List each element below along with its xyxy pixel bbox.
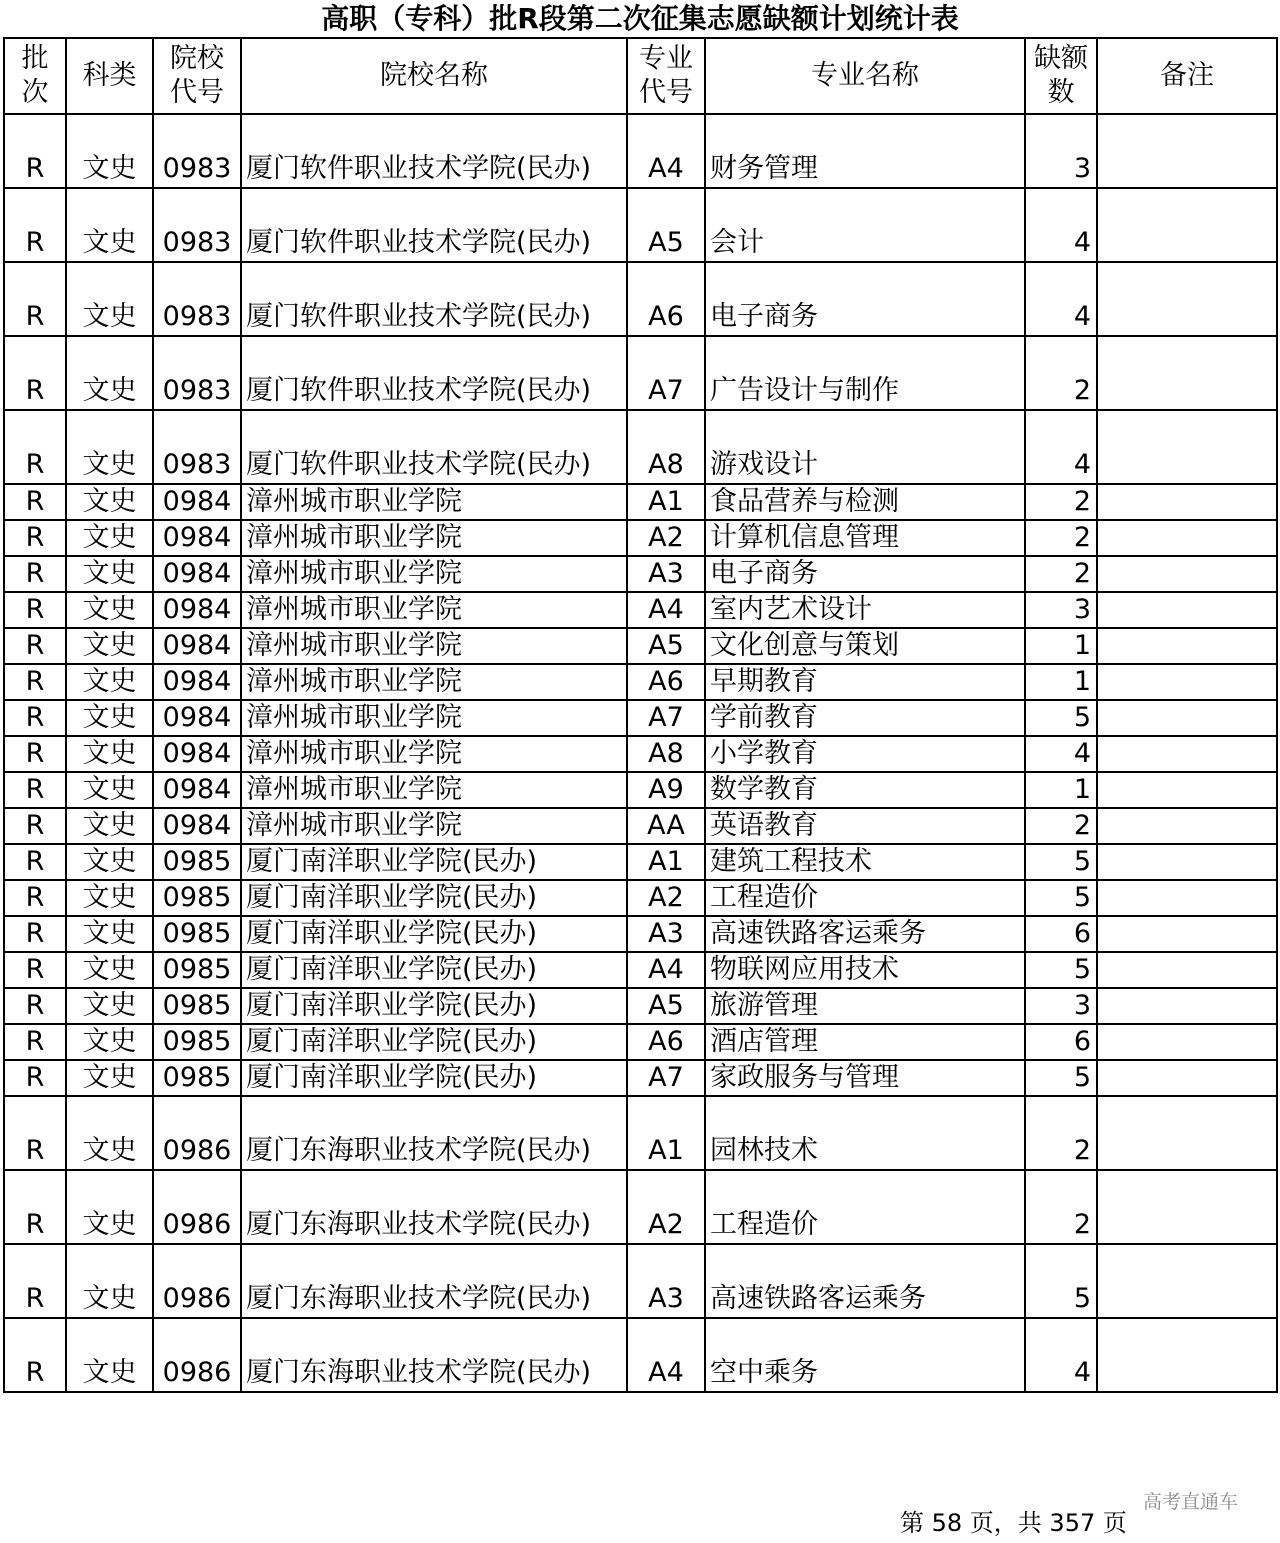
header-batch: 批次: [4, 38, 66, 114]
cell-school-name: 漳州城市职业学院: [241, 664, 627, 700]
table-row: [4, 1024, 1277, 1060]
cell-category: 文史: [66, 262, 153, 336]
cell-major-code: A4: [627, 952, 705, 988]
cell-vacancies: 5: [1025, 1244, 1097, 1318]
cell-school-code: 0985: [153, 988, 241, 1024]
cell-major-name: 电子商务: [705, 262, 1025, 336]
table-row: [4, 484, 1277, 520]
cell-school-name: 厦门软件职业技术学院(民办): [241, 336, 627, 410]
cell-vacancies: 2: [1025, 520, 1097, 556]
cell-batch: R: [4, 880, 66, 916]
cell-batch: R: [4, 188, 66, 262]
cell-batch: R: [4, 1060, 66, 1096]
cell-batch: R: [4, 916, 66, 952]
cell-category: 文史: [66, 988, 153, 1024]
table-header-row: [4, 38, 1277, 114]
cell-major-name: 食品营养与检测: [705, 484, 1025, 520]
table-row: [4, 1096, 1277, 1170]
cell-school-code: 0984: [153, 664, 241, 700]
cell-school-name: 漳州城市职业学院: [241, 736, 627, 772]
cell-vacancies: 5: [1025, 844, 1097, 880]
cell-remarks: [1097, 808, 1277, 844]
cell-remarks: [1097, 336, 1277, 410]
cell-category: 文史: [66, 952, 153, 988]
cell-category: 文史: [66, 808, 153, 844]
cell-batch: R: [4, 1318, 66, 1392]
table-row: [4, 988, 1277, 1024]
cell-school-code: 0984: [153, 484, 241, 520]
cell-school-code: 0984: [153, 556, 241, 592]
cell-batch: R: [4, 262, 66, 336]
cell-major-name: 财务管理: [705, 114, 1025, 188]
table-row: [4, 1170, 1277, 1244]
cell-major-name: 室内艺术设计: [705, 592, 1025, 628]
table-row: [4, 520, 1277, 556]
cell-major-code: A4: [627, 1318, 705, 1392]
cell-vacancies: 2: [1025, 1096, 1097, 1170]
cell-major-name: 电子商务: [705, 556, 1025, 592]
cell-vacancies: 5: [1025, 700, 1097, 736]
table-row: [4, 628, 1277, 664]
cell-major-code: A4: [627, 592, 705, 628]
cell-major-name: 高速铁路客运乘务: [705, 916, 1025, 952]
table-row: [4, 114, 1277, 188]
cell-major-code: A1: [627, 844, 705, 880]
cell-school-name: 厦门南洋职业学院(民办): [241, 1060, 627, 1096]
cell-vacancies: 5: [1025, 952, 1097, 988]
cell-major-name: 小学教育: [705, 736, 1025, 772]
cell-major-name: 计算机信息管理: [705, 520, 1025, 556]
cell-category: 文史: [66, 664, 153, 700]
cell-vacancies: 1: [1025, 628, 1097, 664]
cell-remarks: [1097, 520, 1277, 556]
table-row: [4, 336, 1277, 410]
cell-school-name: 漳州城市职业学院: [241, 484, 627, 520]
cell-school-name: 漳州城市职业学院: [241, 628, 627, 664]
cell-remarks: [1097, 844, 1277, 880]
cell-major-name: 英语教育: [705, 808, 1025, 844]
cell-category: 文史: [66, 880, 153, 916]
cell-remarks: [1097, 700, 1277, 736]
cell-batch: R: [4, 114, 66, 188]
cell-batch: R: [4, 628, 66, 664]
cell-batch: R: [4, 484, 66, 520]
cell-remarks: [1097, 628, 1277, 664]
table-row: [4, 844, 1277, 880]
cell-school-code: 0984: [153, 700, 241, 736]
cell-major-name: 文化创意与策划: [705, 628, 1025, 664]
cell-vacancies: 2: [1025, 1170, 1097, 1244]
header-school-name: 院校名称: [241, 38, 627, 114]
cell-batch: R: [4, 520, 66, 556]
cell-remarks: [1097, 1024, 1277, 1060]
cell-batch: R: [4, 772, 66, 808]
cell-school-code: 0986: [153, 1318, 241, 1392]
cell-school-name: 厦门软件职业技术学院(民办): [241, 114, 627, 188]
table-row: [4, 1060, 1277, 1096]
table-row: [4, 556, 1277, 592]
cell-major-code: A6: [627, 262, 705, 336]
cell-school-code: 0984: [153, 772, 241, 808]
header-major-code: 专业代号: [627, 38, 705, 114]
cell-major-name: 高速铁路客运乘务: [705, 1244, 1025, 1318]
cell-school-name: 漳州城市职业学院: [241, 556, 627, 592]
cell-category: 文史: [66, 1096, 153, 1170]
cell-major-code: A5: [627, 188, 705, 262]
cell-category: 文史: [66, 1318, 153, 1392]
cell-remarks: [1097, 952, 1277, 988]
cell-batch: R: [4, 410, 66, 484]
cell-category: 文史: [66, 1060, 153, 1096]
cell-batch: R: [4, 336, 66, 410]
header-school-code: 院校代号: [153, 38, 241, 114]
cell-school-name: 厦门东海职业技术学院(民办): [241, 1244, 627, 1318]
cell-vacancies: 1: [1025, 772, 1097, 808]
cell-remarks: [1097, 736, 1277, 772]
cell-category: 文史: [66, 1170, 153, 1244]
cell-category: 文史: [66, 336, 153, 410]
cell-major-code: A3: [627, 556, 705, 592]
cell-category: 文史: [66, 628, 153, 664]
watermark: 高考直通车: [1143, 1491, 1239, 1513]
cell-category: 文史: [66, 484, 153, 520]
cell-school-code: 0985: [153, 952, 241, 988]
cell-major-name: 早期教育: [705, 664, 1025, 700]
cell-school-name: 漳州城市职业学院: [241, 700, 627, 736]
cell-major-name: 数学教育: [705, 772, 1025, 808]
cell-major-name: 建筑工程技术: [705, 844, 1025, 880]
cell-batch: R: [4, 808, 66, 844]
cell-school-code: 0984: [153, 592, 241, 628]
cell-major-code: A3: [627, 1244, 705, 1318]
cell-school-name: 漳州城市职业学院: [241, 772, 627, 808]
cell-major-name: 物联网应用技术: [705, 952, 1025, 988]
cell-school-name: 厦门南洋职业学院(民办): [241, 952, 627, 988]
cell-major-name: 园林技术: [705, 1096, 1025, 1170]
cell-batch: R: [4, 592, 66, 628]
header-category: 科类: [66, 38, 153, 114]
cell-school-code: 0984: [153, 628, 241, 664]
table-body: [4, 114, 1277, 1392]
cell-vacancies: 3: [1025, 988, 1097, 1024]
cell-batch: R: [4, 952, 66, 988]
cell-school-name: 厦门东海职业技术学院(民办): [241, 1318, 627, 1392]
cell-category: 文史: [66, 114, 153, 188]
cell-vacancies: 2: [1025, 484, 1097, 520]
cell-vacancies: 4: [1025, 1318, 1097, 1392]
cell-major-code: A2: [627, 1170, 705, 1244]
cell-major-code: A2: [627, 520, 705, 556]
cell-major-name: 工程造价: [705, 1170, 1025, 1244]
cell-vacancies: 6: [1025, 1024, 1097, 1060]
cell-major-code: A5: [627, 988, 705, 1024]
cell-school-name: 厦门软件职业技术学院(民办): [241, 188, 627, 262]
cell-school-code: 0985: [153, 880, 241, 916]
cell-major-code: A4: [627, 114, 705, 188]
cell-vacancies: 5: [1025, 1060, 1097, 1096]
cell-school-name: 厦门东海职业技术学院(民办): [241, 1170, 627, 1244]
cell-vacancies: 2: [1025, 808, 1097, 844]
cell-remarks: [1097, 664, 1277, 700]
cell-batch: R: [4, 844, 66, 880]
header-remarks: 备注: [1097, 38, 1277, 114]
cell-remarks: [1097, 1060, 1277, 1096]
cell-vacancies: 4: [1025, 262, 1097, 336]
cell-batch: R: [4, 664, 66, 700]
cell-school-name: 厦门南洋职业学院(民办): [241, 916, 627, 952]
cell-school-code: 0983: [153, 114, 241, 188]
cell-major-name: 游戏设计: [705, 410, 1025, 484]
cell-category: 文史: [66, 1024, 153, 1060]
cell-remarks: [1097, 1096, 1277, 1170]
cell-school-code: 0986: [153, 1244, 241, 1318]
cell-vacancies: 2: [1025, 336, 1097, 410]
table-row: [4, 262, 1277, 336]
cell-major-code: A1: [627, 1096, 705, 1170]
cell-remarks: [1097, 1318, 1277, 1392]
cell-remarks: [1097, 410, 1277, 484]
table-row: [4, 700, 1277, 736]
header-major-name: 专业名称: [705, 38, 1025, 114]
cell-category: 文史: [66, 844, 153, 880]
table-row: [4, 772, 1277, 808]
table-row: [4, 1318, 1277, 1392]
cell-vacancies: 4: [1025, 736, 1097, 772]
cell-vacancies: 4: [1025, 410, 1097, 484]
table-row: [4, 664, 1277, 700]
cell-category: 文史: [66, 520, 153, 556]
cell-major-name: 广告设计与制作: [705, 336, 1025, 410]
table-row: [4, 952, 1277, 988]
cell-school-code: 0983: [153, 188, 241, 262]
cell-major-code: AA: [627, 808, 705, 844]
cell-school-code: 0985: [153, 844, 241, 880]
cell-school-code: 0983: [153, 336, 241, 410]
cell-major-name: 酒店管理: [705, 1024, 1025, 1060]
table-row: [4, 808, 1277, 844]
cell-school-code: 0986: [153, 1170, 241, 1244]
header-vacancies: 缺额数: [1025, 38, 1097, 114]
cell-major-code: A6: [627, 1024, 705, 1060]
cell-vacancies: 6: [1025, 916, 1097, 952]
cell-category: 文史: [66, 410, 153, 484]
cell-batch: R: [4, 1244, 66, 1318]
cell-major-code: A9: [627, 772, 705, 808]
cell-school-name: 厦门软件职业技术学院(民办): [241, 262, 627, 336]
cell-vacancies: 3: [1025, 114, 1097, 188]
cell-batch: R: [4, 988, 66, 1024]
cell-major-code: A6: [627, 664, 705, 700]
page-title: 高职（专科）批R段第二次征集志愿缺额计划统计表: [321, 2, 959, 35]
cell-school-code: 0983: [153, 262, 241, 336]
table-row: [4, 736, 1277, 772]
cell-major-code: A3: [627, 916, 705, 952]
cell-school-code: 0984: [153, 808, 241, 844]
cell-vacancies: 2: [1025, 556, 1097, 592]
cell-vacancies: 4: [1025, 188, 1097, 262]
cell-school-name: 厦门南洋职业学院(民办): [241, 1024, 627, 1060]
cell-school-name: 漳州城市职业学院: [241, 808, 627, 844]
page-number: 第 58 页，共 357 页: [900, 1509, 1127, 1537]
cell-batch: R: [4, 1096, 66, 1170]
cell-category: 文史: [66, 188, 153, 262]
cell-remarks: [1097, 188, 1277, 262]
cell-batch: R: [4, 736, 66, 772]
cell-major-code: A8: [627, 410, 705, 484]
cell-category: 文史: [66, 1244, 153, 1318]
vacancy-table: [3, 37, 1278, 1393]
cell-major-code: A2: [627, 880, 705, 916]
cell-batch: R: [4, 1024, 66, 1060]
cell-remarks: [1097, 114, 1277, 188]
table-row: [4, 410, 1277, 484]
cell-major-name: 旅游管理: [705, 988, 1025, 1024]
cell-school-code: 0984: [153, 736, 241, 772]
cell-category: 文史: [66, 556, 153, 592]
cell-remarks: [1097, 880, 1277, 916]
cell-school-name: 厦门东海职业技术学院(民办): [241, 1096, 627, 1170]
cell-remarks: [1097, 988, 1277, 1024]
cell-major-name: 会计: [705, 188, 1025, 262]
cell-school-name: 厦门南洋职业学院(民办): [241, 844, 627, 880]
cell-major-code: A8: [627, 736, 705, 772]
cell-remarks: [1097, 1170, 1277, 1244]
cell-school-name: 厦门软件职业技术学院(民办): [241, 410, 627, 484]
table-row: [4, 880, 1277, 916]
cell-school-code: 0985: [153, 1060, 241, 1096]
cell-batch: R: [4, 1170, 66, 1244]
table-row: [4, 592, 1277, 628]
cell-school-code: 0985: [153, 1024, 241, 1060]
cell-school-name: 厦门南洋职业学院(民办): [241, 880, 627, 916]
cell-major-code: A7: [627, 336, 705, 410]
cell-category: 文史: [66, 916, 153, 952]
cell-vacancies: 5: [1025, 880, 1097, 916]
cell-category: 文史: [66, 736, 153, 772]
cell-remarks: [1097, 592, 1277, 628]
cell-school-name: 漳州城市职业学院: [241, 592, 627, 628]
cell-remarks: [1097, 262, 1277, 336]
cell-category: 文史: [66, 700, 153, 736]
table-row: [4, 1244, 1277, 1318]
cell-major-code: A5: [627, 628, 705, 664]
cell-major-name: 工程造价: [705, 880, 1025, 916]
cell-batch: R: [4, 556, 66, 592]
cell-category: 文史: [66, 772, 153, 808]
table-row: [4, 916, 1277, 952]
cell-school-name: 漳州城市职业学院: [241, 520, 627, 556]
cell-category: 文史: [66, 592, 153, 628]
cell-remarks: [1097, 1244, 1277, 1318]
cell-major-code: A7: [627, 1060, 705, 1096]
cell-vacancies: 1: [1025, 664, 1097, 700]
cell-remarks: [1097, 916, 1277, 952]
cell-remarks: [1097, 556, 1277, 592]
cell-major-name: 学前教育: [705, 700, 1025, 736]
cell-major-name: 空中乘务: [705, 1318, 1025, 1392]
cell-school-name: 厦门南洋职业学院(民办): [241, 988, 627, 1024]
cell-remarks: [1097, 772, 1277, 808]
cell-batch: R: [4, 700, 66, 736]
cell-major-code: A7: [627, 700, 705, 736]
cell-school-code: 0986: [153, 1096, 241, 1170]
cell-major-name: 家政服务与管理: [705, 1060, 1025, 1096]
cell-remarks: [1097, 484, 1277, 520]
cell-vacancies: 3: [1025, 592, 1097, 628]
table-row: [4, 188, 1277, 262]
cell-school-code: 0984: [153, 520, 241, 556]
cell-major-code: A1: [627, 484, 705, 520]
cell-school-code: 0983: [153, 410, 241, 484]
cell-school-code: 0985: [153, 916, 241, 952]
